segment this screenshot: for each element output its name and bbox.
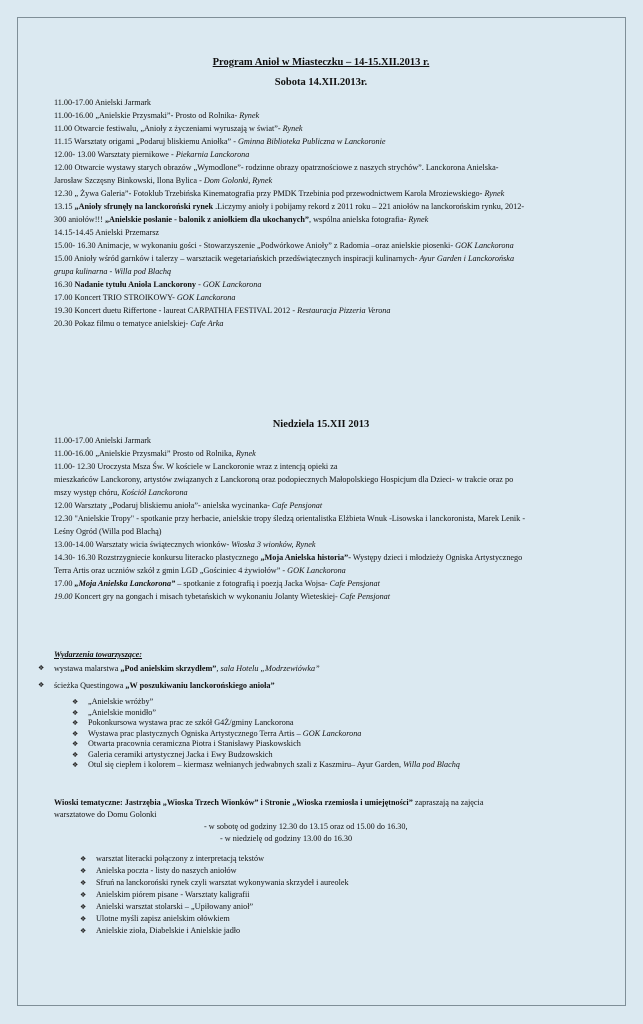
entry-text: 13.00-14.00 Warsztaty wicia świątecznych wionków- [54,540,232,549]
day1-entry [54,265,594,278]
entry-text: 11.00-17.00 Anielski Jarmark [54,98,152,107]
day1-heading: Sobota 14.XII.2013r. [274,77,368,88]
events-heading: Wydarzenia towarzyszące: [54,650,143,659]
day1-entry [54,213,594,226]
event-item [38,679,598,692]
entry-place-2: Cafe Pensjonat [339,592,391,601]
day1-entry [54,122,594,135]
entry-place: Rynek [484,189,505,198]
day2-entry [54,512,594,525]
day2-entry [54,538,594,551]
entry-text-2: .Liczymy anioły i pobijamy rekord z 2011 roku – 221 aniołów na lanckorońskim rynku, 2012- [213,202,525,211]
day2-entry [54,486,594,499]
entry-text: 11.15 Warsztaty origami „Podaruj bliskiemu Aniołka” - [54,137,238,146]
entry-bold-italic: „Moja Anielska Lanckorona” [74,579,176,588]
day1-entry [54,200,594,213]
day1-entry [54,174,594,187]
day1-entry [54,96,594,109]
entry-place: GOK Lanckorona [455,241,514,250]
entry-text: 20.30 Pokaz filmu o tematyce anielskiej- [54,319,191,328]
entry-place: Ayur Garden i Lanckorońska [419,254,515,263]
day1-entry [54,317,594,330]
day2-entry [54,434,594,447]
day1-entry [54,187,594,200]
entry-text-2: - [196,280,203,289]
entry-place: GOK Lanckorona [176,293,236,302]
day2-entry [54,525,594,538]
workshop-item: ❖ Sfruń na lanckoroński rynek czyli warsztat wykonywania skrzydeł i aureolek [80,877,580,889]
event-bold: „W poszukiwaniu lanckorońskiego anioła” [125,681,275,690]
program-title: Program Anioł w Miasteczku – 14-15.XII.2013 r. [212,57,430,68]
entry-text: Jarosław Szczęsny Binkowski, Ilona Bylica - [54,176,204,185]
entry-text: 12.30 "Anielskie Tropy" - spotkanie przy herbacie, anielskie tropy śledzą orientalistka Elżbieta Wnuk -Lisowska i lanckoronista, Marek Lenik - [54,514,526,523]
entry-place: Cafe Pensjonat [271,501,323,510]
workshop-item: ❖ warsztat literacki połączony z interpretacją tekstów [80,853,580,865]
day2-heading: Niedziela 15.XII 2013 [272,419,370,430]
entry-text: 13.15 [54,202,75,211]
entry-place: Wioska 3 wionków, Rynek [231,540,316,549]
entry-place: Cafe Arka [190,319,224,328]
day1-schedule [54,96,594,330]
entry-bold: „Anioły sfrunęły na lanckoroński rynek [74,202,214,211]
entry-text: 11.00-16.00 „Anielskie Przysmaki”- Prosto od Rolnika- [54,111,240,120]
villages-lead: Wioski tematyczne: Jastrzębia „Wioska Trzech Wionków” i Stronie „Wioska rzemiosła i umiejętności” [54,798,413,807]
day1-entry [54,304,594,317]
entry-place: Dom Golonki, Rynek [203,176,273,185]
day1-entry [54,109,594,122]
entry-text: Leśny Ogród (Willa pod Blachą) [54,527,162,536]
day2-schedule [54,434,594,603]
day2-entry [54,447,594,460]
event-text: ścieżka Questingowa [54,681,126,690]
entry-text: 15.00- 16.30 Animacje, w wykonaniu gości - Stowarzyszenie „Podwórkowe Anioły” z Radomia –oraz anielskie piosenki- [54,241,456,250]
day1-entry [54,135,594,148]
workshops-list [80,853,580,937]
entry-bold: „Moja Anielska historia”- [260,553,351,562]
entry-place: Piekarnia Lanckorona [175,150,250,159]
entry-text: 300 aniołów!!! [54,215,105,224]
day2-entry [54,551,594,564]
entry-place: Restauracja Pizzeria Verona [297,306,391,315]
workshop-item: ❖ Anielski warsztat stolarski – „Upiłowany anioł” [80,901,580,913]
entry-text: 14.15-14.45 Anielski Przemarsz [54,228,160,237]
event-sub-text: Wystawa prac plastycznych Ogniska Artystycznego Terra Artis – [88,728,303,738]
workshop-item: ❖ Anielskie zioła, Diabelskie i Anielskie jadło [80,925,580,937]
entry-place: GOK Lanckorona [287,566,346,575]
entry-place: Gminna Biblioteka Publiczna w Lanckoronie [237,137,386,146]
event-sub-item [72,760,592,771]
event-sub-text: „Anielskie monidło” [88,707,156,717]
event-place: , sala Hotelu „Modrzewiówka” [216,664,320,673]
day1-entry [54,226,594,239]
event-text: wystawa malarstwa [54,664,121,673]
workshop-item: ❖ Ulotne myśli zapisz anielskim ołówkiem [80,913,580,925]
event-sub-text: „Anielskie wróżby” [88,697,154,706]
entry-bold: „Anielskie posłanie - balonik z aniołkiem dla ukochanych” [104,215,309,224]
event-sub-text: Otwarta pracownia ceramiczna Piotra i Stanisławy Piaskowskich [88,739,301,748]
workshop-item: ❖ Anielska poczta - listy do naszych aniołów [80,865,580,877]
day1-entry [54,278,594,291]
villages-time1: - w sobotę od godziny 12.30 do 13.15 oraz od 15.00 do 16.30, [204,822,408,831]
entry-text: 14.30- 16.30 Rozstrzygniecie konkursu literacko plastycznego [54,553,261,562]
entry-text: 17.00 [54,579,75,588]
day2-entry [54,564,594,577]
day2-entry [54,577,594,590]
villages-rest: zapraszają na zajęcia [412,798,484,807]
entry-text: 11.00- 12.30 Uroczysta Msza Św. W kościele w Lanckoronie wraz z intencją opieki za [54,462,338,471]
day2-entry [54,499,594,512]
day1-entry [54,148,594,161]
event-sub-text: Otul się ciepłem i kolorem – kiermasz wełnianych jedwabnych szali z Kaszmiru– Ayur Garden, [88,760,404,769]
entry-text-2: , wspólna anielska fotografia- [309,215,409,224]
event-sub-item [72,718,592,729]
entry-text: Terra Artis oraz uczniów szkół z gmin LGD „Gościniec 4 żywiołów” - [54,566,288,575]
entry-text: 12.30 „ Żywa Galeria”- Fotoklub Trzebińska Kinematografia przy PMDK Trzebinia pod przewodnictwem Karola Mroziewskiego- [54,189,485,198]
entry-text-2: Występy dzieci i młodzieży Ogniska Artystycznego [350,553,523,562]
event-sub-place: GOK Lanckorona [302,728,362,738]
event-sub-item [72,708,592,719]
entry-text: mieszkańców Lanckorony, artystów związanych z Lanckoroną oraz podopiecznych Małopolskiego Hospicjum dla Dzieci- w trakcie oraz po [54,475,514,484]
event-sub-item [72,729,592,740]
events-top-list [38,662,598,696]
entry-text: 11.00-16.00 „Anielskie Przysmaki” Prosto od Rolnika, [54,449,236,458]
day1-entry [54,252,594,265]
entry-text: 11.00-17.00 Anielski Jarmark [54,436,152,445]
events-sub-list [72,697,592,771]
entry-text-2: Koncert gry na gongach i misach tybetańskich w wykonaniu Jolanty Wieteskiej- [72,592,340,601]
entry-text-2: – spotkanie z fotografią i poezją Jacka Wojsa- [175,579,330,588]
entry-text: 19.30 Koncert duetu Riffertone - laureat CARPATHIA FESTIVAL 2012 - [54,306,298,315]
event-sub-place: Willa pod Blachą [403,760,460,769]
villages-line2: warsztatowe do Domu Golonki [54,810,157,819]
event-sub-text: Galeria ceramiki artystycznej Jacka i Ewy Budzowskich [88,749,273,759]
event-sub-item [72,697,592,708]
entry-place: Rynek [239,111,260,120]
entry-text: 12.00- 13.00 Warsztaty piernikowe - [54,150,176,159]
day2-entry [54,460,594,473]
workshop-item: ❖ Anielskim piórem pisane - Warsztaty kaligrafii [80,889,580,901]
entry-place: Rynek [408,215,429,224]
day1-entry [54,161,594,174]
event-sub-text: Pokonkursowa wystawa prac ze szkół G4Ż/gminy Lanckorona [88,718,294,727]
entry-text: 16.30 [54,280,75,289]
entry-text: mszy występ chóru, [54,488,122,497]
day2-entry [54,590,594,603]
day1-entry [54,291,594,304]
entry-place: Rynek [235,449,256,458]
event-sub-item [72,750,592,761]
entry-place: Cafe Pensjonat [329,579,380,588]
entry-place: 19.00 [54,592,73,601]
entry-place: grupa kulinarna - Willa pod Blachą [54,267,172,276]
event-sub-item [72,739,592,750]
day2-entry [54,473,594,486]
day1-entry [54,239,594,252]
entry-bold: Nadanie tytułu Anioła Lanckorony [74,280,197,289]
entry-place: Kościół Lanckorona [121,488,188,497]
entry-place: Rynek [282,124,303,133]
villages-block [54,797,594,845]
entry-place: GOK Lanckorona [202,280,262,289]
entry-text: 12.00 Otwarcie wystawy starych obrazów „Wymodlone”- rodzinne obrazy opatrznościowe z naszych strychów”. Lanckorona Anielska- [54,163,499,172]
villages-time2: - w niedzielę od godziny 13.00 do 16.30 [220,834,353,843]
event-bold: „Pod anielskim skrzydłem” [120,664,217,673]
entry-text: 17.00 Koncert TRIO STROIKOWY- [54,293,177,302]
entry-text: 15.00 Anioły wśród garnków i talerzy – warsztacik wegetariańskich przedświątecznych inspiracji kulinarnych- [54,254,420,263]
entry-text: 12.00 Warsztaty „Podaruj bliskiemu anioła”- anielska wycinanka- [54,501,272,510]
entry-text: 11.00 Otwarcie festiwalu, „Anioły z życzeniami wyruszają w świat”- [54,124,283,133]
event-item [38,662,598,675]
